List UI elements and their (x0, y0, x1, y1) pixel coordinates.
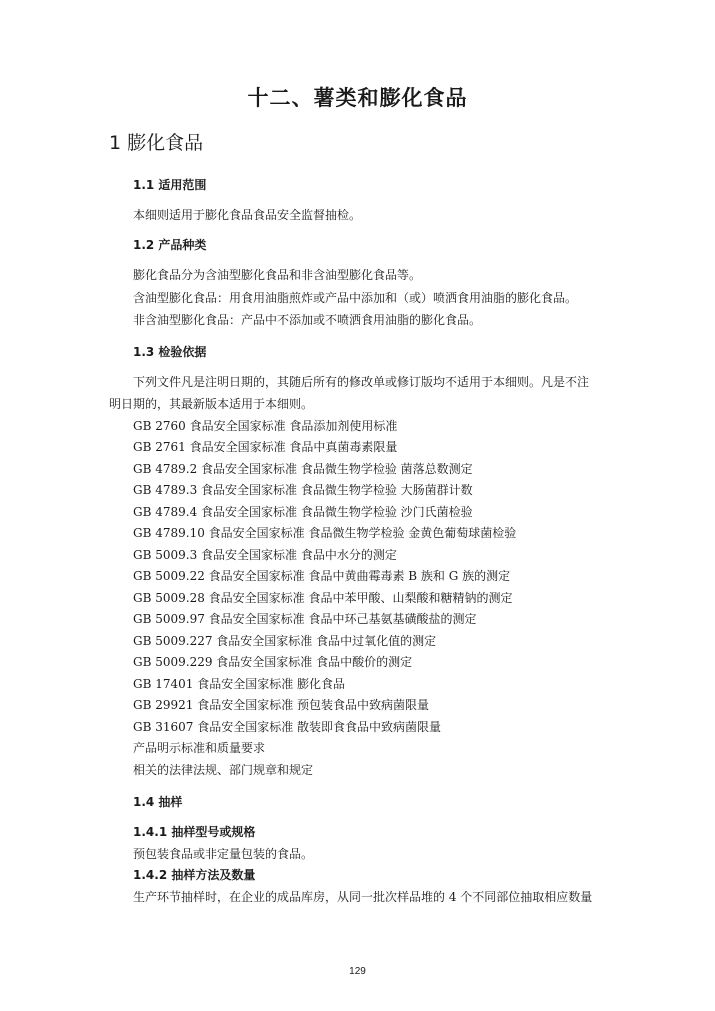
reference-item: GB 4789.2 食品安全国家标准 食品微生物学检验 菌落总数测定 (133, 462, 473, 476)
subsection-heading-1-4-2: 1.4.2 抽样方法及数量 (133, 868, 256, 882)
reference-item: GB 2761 食品安全国家标准 食品中真菌毒素限量 (133, 440, 398, 454)
reference-item: GB 17401 食品安全国家标准 膨化食品 (133, 677, 346, 691)
reference-item: GB 5009.97 食品安全国家标准 食品中环己基氨基磺酸盐的测定 (133, 612, 477, 626)
paragraph-line: 下列文件凡是注明日期的，其随后所有的修改单或修订版均不适用于本细则。凡是不注 (133, 375, 590, 389)
paragraph-line: 非含油型膨化食品：产品中不添加或不喷洒食用油脂的膨化食品。 (133, 313, 482, 327)
page-number: 129 (349, 966, 366, 977)
reference-item: GB 5009.227 食品安全国家标准 食品中过氧化值的测定 (133, 634, 437, 648)
reference-item: GB 5009.28 食品安全国家标准 食品中苯甲酸、山梨酸和糖精钠的测定 (133, 591, 513, 605)
reference-item: GB 5009.3 食品安全国家标准 食品中水分的测定 (133, 548, 397, 562)
section-heading: 1 膨化食品 (109, 132, 204, 154)
reference-item: GB 4789.10 食品安全国家标准 食品微生物学检验 金黄色葡萄球菌检验 (133, 526, 517, 540)
reference-item: GB 5009.229 食品安全国家标准 食品中酸价的测定 (133, 655, 413, 669)
paragraph-line: 明日期的，其最新版本适用于本细则。 (109, 397, 314, 411)
chapter-title: 十二、薯类和膨化食品 (247, 85, 468, 110)
paragraph-line: 膨化食品分为含油型膨化食品和非含油型膨化食品等。 (133, 268, 422, 282)
subsection-heading-1-4: 1.4 抽样 (133, 795, 183, 809)
paragraph-scope: 本细则适用于膨化食品食品安全监督抽检。 (133, 208, 362, 222)
subsection-heading-1-2: 1.2 产品种类 (133, 238, 207, 252)
reference-item: GB 4789.3 食品安全国家标准 食品微生物学检验 大肠菌群计数 (133, 483, 473, 497)
paragraph-line: 含油型膨化食品：用食用油脂煎炸或产品中添加和（或）喷洒食用油脂的膨化食品。 (133, 291, 578, 305)
reference-item: GB 5009.22 食品安全国家标准 食品中黄曲霉毒素 B 族和 G 族的测定 (133, 569, 511, 583)
reference-item: GB 29921 食品安全国家标准 预包装食品中致病菌限量 (133, 698, 430, 712)
subsection-heading-1-3: 1.3 检验依据 (133, 345, 207, 359)
reference-item: GB 31607 食品安全国家标准 散装即食食品中致病菌限量 (133, 720, 442, 734)
subsection-heading-1-1: 1.1 适用范围 (133, 178, 207, 192)
reference-item: GB 4789.4 食品安全国家标准 食品微生物学检验 沙门氏菌检验 (133, 505, 473, 519)
paragraph-line: 预包装食品或非定量包装的食品。 (133, 847, 314, 861)
reference-item: GB 2760 食品安全国家标准 食品添加剂使用标准 (133, 419, 398, 433)
subsection-heading-1-4-1: 1.4.1 抽样型号或规格 (133, 825, 256, 839)
reference-item: 产品明示标准和质量要求 (133, 741, 266, 755)
paragraph-line: 生产环节抽样时，在企业的成品库房，从同一批次样品堆的 4 个不同部位抽取相应数量 (133, 890, 593, 904)
reference-item: 相关的法律法规、部门规章和规定 (133, 763, 314, 777)
